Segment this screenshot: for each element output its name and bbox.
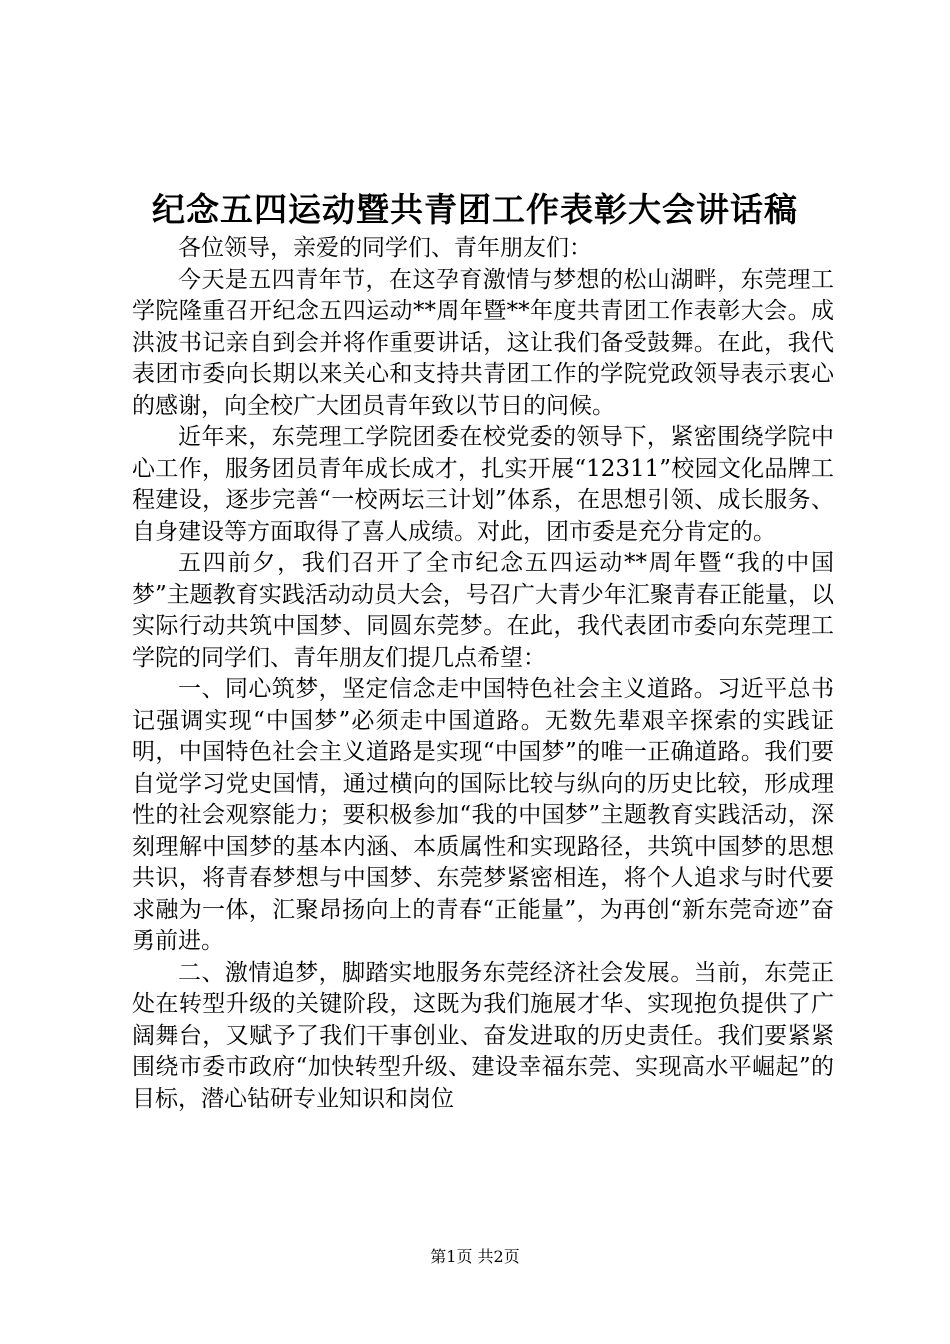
body-paragraph: 五四前夕，我们召开了全市纪念五四运动**周年暨“我的中国梦”主题教育实践活动动员大会，号召广大青少年汇聚青春正能量，以实际行动共筑中国梦、同圆东莞梦。在此，我代表团市委向东莞理工学院的同学们、青年朋友们提几点希望： <box>132 550 834 671</box>
body-paragraph: 近年来，东莞理工学院团委在校党委的领导下，紧密围绕学院中心工作，服务团员青年成长成才，扎实开展“12311”校园文化品牌工程建设，逐步完善“一校两坛三计划”体系，在思想引领、成长服务、自身建设等方面取得了喜人成绩。对此，团市委是充分肯定的。 <box>132 424 834 545</box>
page-number-footer: 第1页 共2页 <box>430 1247 520 1266</box>
salutation-paragraph: 各位领导，亲爱的同学们、青年朋友们： <box>178 235 592 261</box>
document-body <box>132 233 834 1115</box>
body-paragraph: 今天是五四青年节，在这孕育激情与梦想的松山湖畔，东莞理工学院隆重召开纪念五四运动**周年暨**年度共青团工作表彰大会。成洪波书记亲自到会并将作重要讲话，这让我们备受鼓舞。在此，我代表团市委向长期以来关心和支持共青团工作的学院党政领导表示衷心的感谢，向全校广大团员青年致以节日的问候。 <box>132 266 834 419</box>
body-paragraph: 二、激情追梦，脚踏实地服务东莞经济社会发展。当前，东莞正处在转型升级的关键阶段，这既为我们施展才华、实现抱负提供了广阔舞台，又赋予了我们干事创业、奋发进取的历史责任。我们要紧紧围绕市委市政府“加快转型升级、建设幸福东莞、实现高水平崛起”的目标，潜心钻研专业知识和岗位 <box>132 959 834 1112</box>
document-title: 纪念五四运动暨共青团工作表彰大会讲话稿 <box>152 190 798 229</box>
body-paragraph: 一、同心筑梦，坚定信念走中国特色社会主义道路。习近平总书记强调实现“中国梦”必须走中国道路。无数先辈艰辛探索的实践证明，中国特色社会主义道路是实现“中国梦”的唯一正确道路。我们要自觉学习党史国情，通过横向的国际比较与纵向的历史比较，形成理性的社会观察能力；要积极参加“我的中国梦”主题教育实践活动，深刻理解中国梦的基本内涵、本质属性和实现路径，共筑中国梦的思想共识，将青春梦想与中国梦、东莞梦紧密相连，将个人追求与时代要求融为一体，汇聚昂扬向上的青春“正能量”，为再创“新东莞奇迹”奋勇前进。 <box>132 676 834 954</box>
